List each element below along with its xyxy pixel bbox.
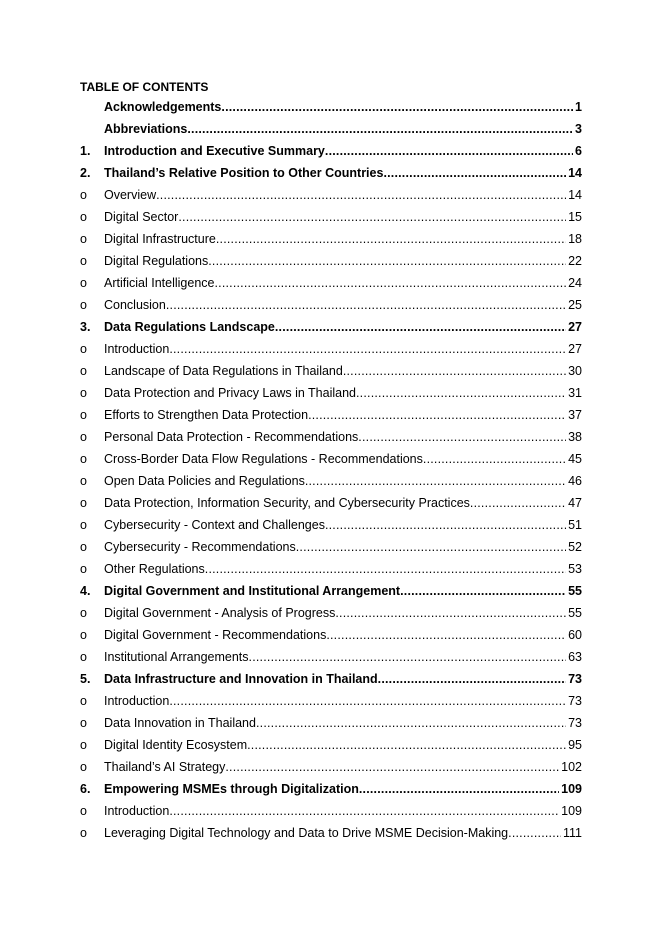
toc-entry-page-number: 45 <box>568 452 582 466</box>
toc-entry-title: Introduction and Executive Summary <box>104 144 325 158</box>
toc-entry[interactable] <box>80 228 582 250</box>
toc-entry-marker: o <box>80 298 87 312</box>
toc-entry-page-number: 53 <box>568 562 582 576</box>
toc-entry-marker: o <box>80 562 87 576</box>
toc-entry-page-number: 111 <box>562 826 582 840</box>
dot-leader <box>335 602 566 624</box>
dot-leader <box>156 184 566 206</box>
dot-leader <box>187 118 573 140</box>
toc-entry-title: Data Infrastructure and Innovation in Thailand <box>104 672 378 686</box>
toc-entry-marker: o <box>80 452 87 466</box>
toc-entry[interactable] <box>80 580 582 602</box>
toc-entry-title: Introduction <box>104 694 170 708</box>
toc-entry[interactable] <box>80 426 582 448</box>
toc-entry-marker: o <box>80 804 87 818</box>
toc-entry[interactable] <box>80 778 582 800</box>
dot-leader <box>249 646 567 668</box>
toc-entry[interactable] <box>80 448 582 470</box>
toc-entry[interactable] <box>80 822 582 844</box>
toc-entry-marker: 5. <box>80 672 91 686</box>
toc-entry-page-number: 63 <box>568 650 582 664</box>
toc-entry-marker: o <box>80 276 87 290</box>
toc-entry-marker: 1. <box>80 144 91 158</box>
toc-entry[interactable] <box>80 250 582 272</box>
toc-entry-title: Leveraging Digital Technology and Data to Drive MSME Decision-Making <box>104 826 509 840</box>
toc-entry-page-number: 55 <box>568 584 582 598</box>
toc-entry[interactable] <box>80 800 582 822</box>
toc-entry-title: Institutional Arrangements <box>104 650 249 664</box>
toc-entry-page-number: 3 <box>575 122 582 136</box>
toc-entry-marker: o <box>80 738 87 752</box>
toc-entry-page-number: 27 <box>568 320 582 334</box>
toc-entry[interactable] <box>80 668 582 690</box>
toc-entry-page-number: 51 <box>568 518 582 532</box>
toc-entry[interactable] <box>80 734 582 756</box>
toc-entry-marker: o <box>80 188 87 202</box>
dot-leader <box>383 162 566 184</box>
toc-entry-title: Data Protection and Privacy Laws in Thailand <box>104 386 356 400</box>
toc-entry-title: Introduction <box>104 804 170 818</box>
dot-leader <box>305 470 566 492</box>
toc-entry[interactable] <box>80 382 582 404</box>
dot-leader <box>169 690 566 712</box>
dot-leader <box>216 228 566 250</box>
dot-leader <box>169 338 566 360</box>
toc-entry-marker: o <box>80 342 87 356</box>
toc-entry-page-number: 73 <box>568 694 582 708</box>
dot-leader <box>166 294 566 316</box>
toc-entry[interactable] <box>80 470 582 492</box>
dot-leader <box>178 206 566 228</box>
toc-entry-title: Digital Identity Ecosystem <box>104 738 248 752</box>
toc-list <box>80 96 582 844</box>
toc-entry-title: Digital Government - Analysis of Progress <box>104 606 336 620</box>
toc-entry[interactable] <box>80 118 582 140</box>
toc-entry[interactable] <box>80 536 582 558</box>
dot-leader <box>275 316 566 338</box>
table-of-contents <box>80 78 582 844</box>
toc-entry-page-number: 55 <box>568 606 582 620</box>
dot-leader <box>169 800 559 822</box>
toc-entry-page-number: 31 <box>568 386 582 400</box>
dot-leader <box>225 756 559 778</box>
dot-leader <box>325 140 573 162</box>
toc-entry-marker: o <box>80 496 87 510</box>
toc-entry-page-number: 60 <box>568 628 582 642</box>
toc-entry[interactable] <box>80 96 582 118</box>
toc-entry-marker: o <box>80 408 87 422</box>
toc-title: TABLE OF CONTENTS <box>80 80 209 94</box>
toc-entry-title: Cross-Border Data Flow Regulations - Recommendations <box>104 452 423 466</box>
toc-entry-marker: o <box>80 254 87 268</box>
dot-leader <box>256 712 566 734</box>
toc-entry[interactable] <box>80 272 582 294</box>
toc-entry-title: Thailand’s AI Strategy <box>104 760 226 774</box>
toc-entry-marker: 4. <box>80 584 91 598</box>
toc-entry-title: Personal Data Protection - Recommendations <box>104 430 359 444</box>
toc-entry-page-number: 15 <box>568 210 582 224</box>
toc-entry-title: Data Innovation in Thailand <box>104 716 256 730</box>
toc-entry-title: Digital Sector <box>104 210 179 224</box>
dot-leader <box>308 404 566 426</box>
toc-entry-page-number: 38 <box>568 430 582 444</box>
toc-entry[interactable] <box>80 162 582 184</box>
dot-leader <box>343 360 566 382</box>
toc-entry-marker: o <box>80 760 87 774</box>
toc-entry-page-number: 30 <box>568 364 582 378</box>
dot-leader <box>247 734 566 756</box>
toc-entry-marker: o <box>80 826 87 840</box>
toc-entry-page-number: 102 <box>561 760 582 774</box>
toc-entry-marker: o <box>80 474 87 488</box>
dot-leader <box>423 448 566 470</box>
toc-entry-title: Open Data Policies and Regulations <box>104 474 305 488</box>
dot-leader <box>470 492 566 514</box>
toc-entry[interactable] <box>80 514 582 536</box>
toc-entry-title: Digital Government and Institutional Arrangement <box>104 584 401 598</box>
toc-entry-title: Cybersecurity - Recommendations <box>104 540 296 554</box>
dot-leader <box>358 426 566 448</box>
toc-entry-marker: o <box>80 540 87 554</box>
toc-entry-title: Digital Regulations <box>104 254 209 268</box>
toc-entry[interactable] <box>80 712 582 734</box>
dot-leader <box>221 96 573 118</box>
toc-entry-page-number: 22 <box>568 254 582 268</box>
toc-entry-title: Landscape of Data Regulations in Thailand <box>104 364 343 378</box>
toc-entry-title: Data Regulations Landscape <box>104 320 275 334</box>
toc-entry-title: Digital Government - Recommendations <box>104 628 327 642</box>
toc-entry[interactable] <box>80 558 582 580</box>
toc-entry-title: Overview <box>104 188 157 202</box>
toc-entry-page-number: 14 <box>568 188 582 202</box>
toc-entry-title: Thailand’s Relative Position to Other Countries <box>104 166 384 180</box>
toc-entry-marker: o <box>80 210 87 224</box>
toc-entry-marker: o <box>80 518 87 532</box>
toc-entry-page-number: 109 <box>561 782 582 796</box>
toc-entry-marker: o <box>80 716 87 730</box>
toc-entry-page-number: 46 <box>568 474 582 488</box>
toc-entry[interactable] <box>80 690 582 712</box>
dot-leader <box>296 536 566 558</box>
toc-entry-page-number: 73 <box>568 672 582 686</box>
toc-entry-title: Other Regulations <box>104 562 205 576</box>
dot-leader <box>508 822 561 844</box>
toc-entry-title: Conclusion <box>104 298 166 312</box>
toc-entry[interactable] <box>80 206 582 228</box>
toc-entry-title: Abbreviations <box>104 122 188 136</box>
toc-entry[interactable] <box>80 756 582 778</box>
toc-entry[interactable] <box>80 624 582 646</box>
toc-entry-page-number: 47 <box>568 496 582 510</box>
toc-entry-marker: 6. <box>80 782 91 796</box>
dot-leader <box>205 558 566 580</box>
dot-leader <box>356 382 566 404</box>
toc-entry-title: Efforts to Strengthen Data Protection <box>104 408 309 422</box>
dot-leader <box>378 668 566 690</box>
dot-leader <box>214 272 566 294</box>
toc-entry-marker: o <box>80 386 87 400</box>
toc-entry[interactable] <box>80 646 582 668</box>
toc-entry[interactable] <box>80 140 582 162</box>
toc-entry-page-number: 52 <box>568 540 582 554</box>
toc-entry-marker: o <box>80 606 87 620</box>
toc-entry-marker: 2. <box>80 166 91 180</box>
toc-entry-page-number: 95 <box>568 738 582 752</box>
toc-entry[interactable] <box>80 602 582 624</box>
toc-entry-marker: o <box>80 650 87 664</box>
dot-leader <box>325 514 566 536</box>
toc-entry[interactable] <box>80 294 582 316</box>
toc-entry-title: Introduction <box>104 342 170 356</box>
toc-entry-page-number: 24 <box>568 276 582 290</box>
toc-entry-title: Digital Infrastructure <box>104 232 216 246</box>
toc-entry-page-number: 1 <box>575 100 582 114</box>
toc-entry[interactable] <box>80 360 582 382</box>
toc-entry-title: Empowering MSMEs through Digitalization <box>104 782 359 796</box>
toc-entry-marker: 3. <box>80 320 91 334</box>
dot-leader <box>359 778 559 800</box>
dot-leader <box>326 624 566 646</box>
toc-entry-marker: o <box>80 232 87 246</box>
dot-leader <box>400 580 566 602</box>
toc-entry[interactable] <box>80 338 582 360</box>
toc-entry-page-number: 73 <box>568 716 582 730</box>
toc-entry-title: Artificial Intelligence <box>104 276 215 290</box>
toc-entry-marker: o <box>80 694 87 708</box>
toc-entry-page-number: 27 <box>568 342 582 356</box>
toc-entry-page-number: 109 <box>561 804 582 818</box>
toc-entry-page-number: 14 <box>568 166 582 180</box>
toc-entry-title: Acknowledgements <box>104 100 222 114</box>
toc-entry-marker: o <box>80 430 87 444</box>
toc-entry-page-number: 37 <box>568 408 582 422</box>
toc-entry-page-number: 18 <box>568 232 582 246</box>
toc-entry[interactable] <box>80 404 582 426</box>
toc-entry-title: Data Protection, Information Security, and Cybersecurity Practices <box>104 496 470 510</box>
toc-entry-page-number: 25 <box>568 298 582 312</box>
toc-entry[interactable] <box>80 492 582 514</box>
toc-entry-page-number: 6 <box>575 144 582 158</box>
toc-entry-marker: o <box>80 364 87 378</box>
dot-leader <box>208 250 566 272</box>
toc-entry-marker: o <box>80 628 87 642</box>
toc-entry-title: Cybersecurity - Context and Challenges <box>104 518 325 532</box>
toc-entry[interactable] <box>80 184 582 206</box>
toc-entry[interactable] <box>80 316 582 338</box>
